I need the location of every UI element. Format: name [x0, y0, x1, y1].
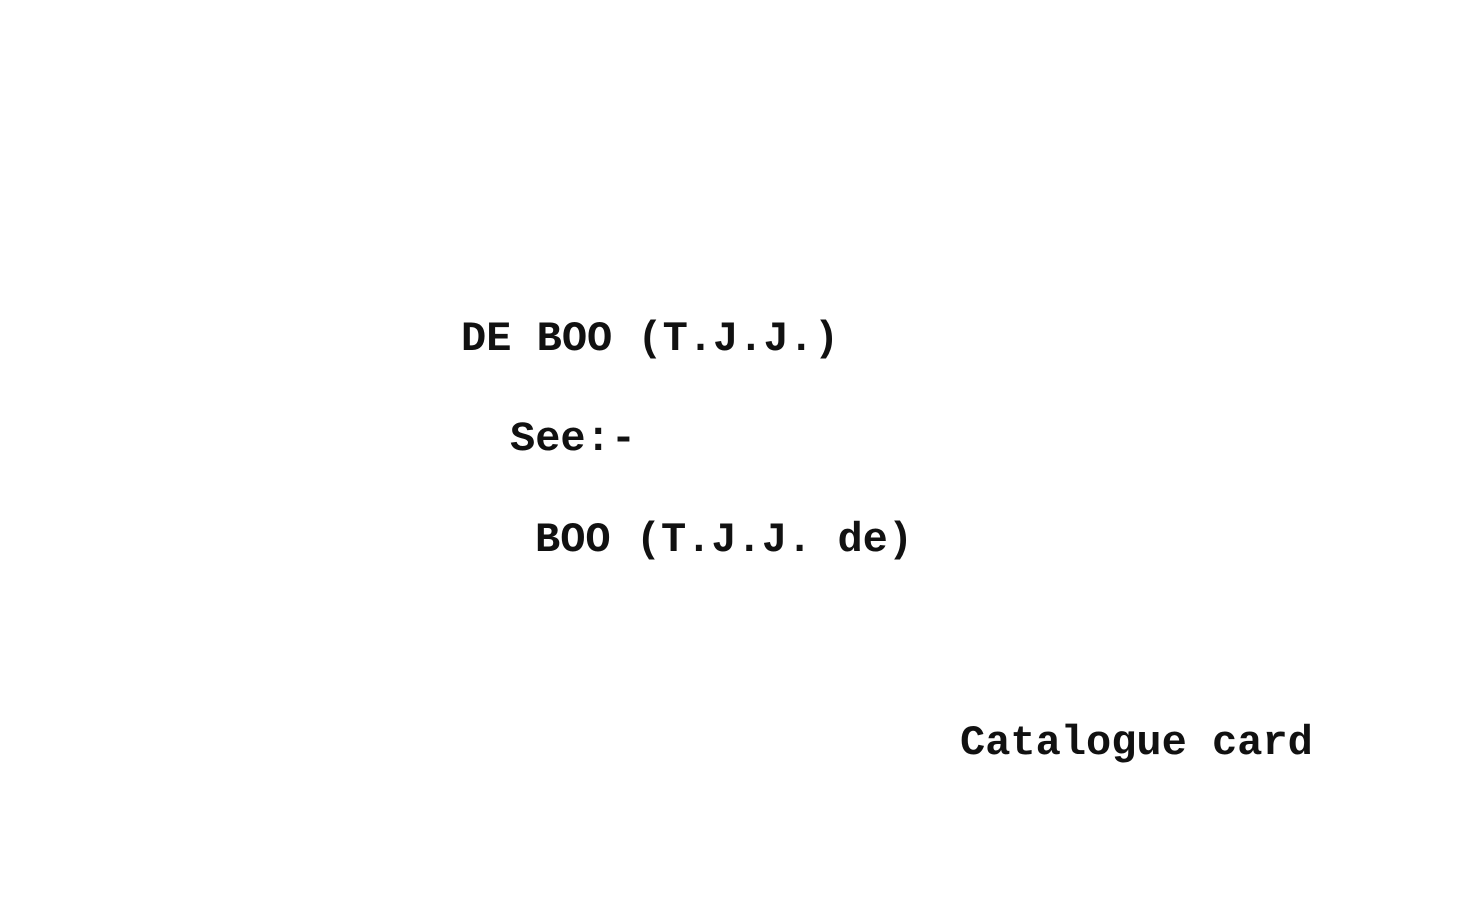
see-reference-label: See:-	[510, 415, 637, 463]
card-heading: DE BOO (T.J.J.)	[461, 315, 840, 363]
cross-reference-entry: BOO (T.J.J. de)	[535, 516, 914, 564]
card-type-label: Catalogue card	[960, 719, 1313, 767]
